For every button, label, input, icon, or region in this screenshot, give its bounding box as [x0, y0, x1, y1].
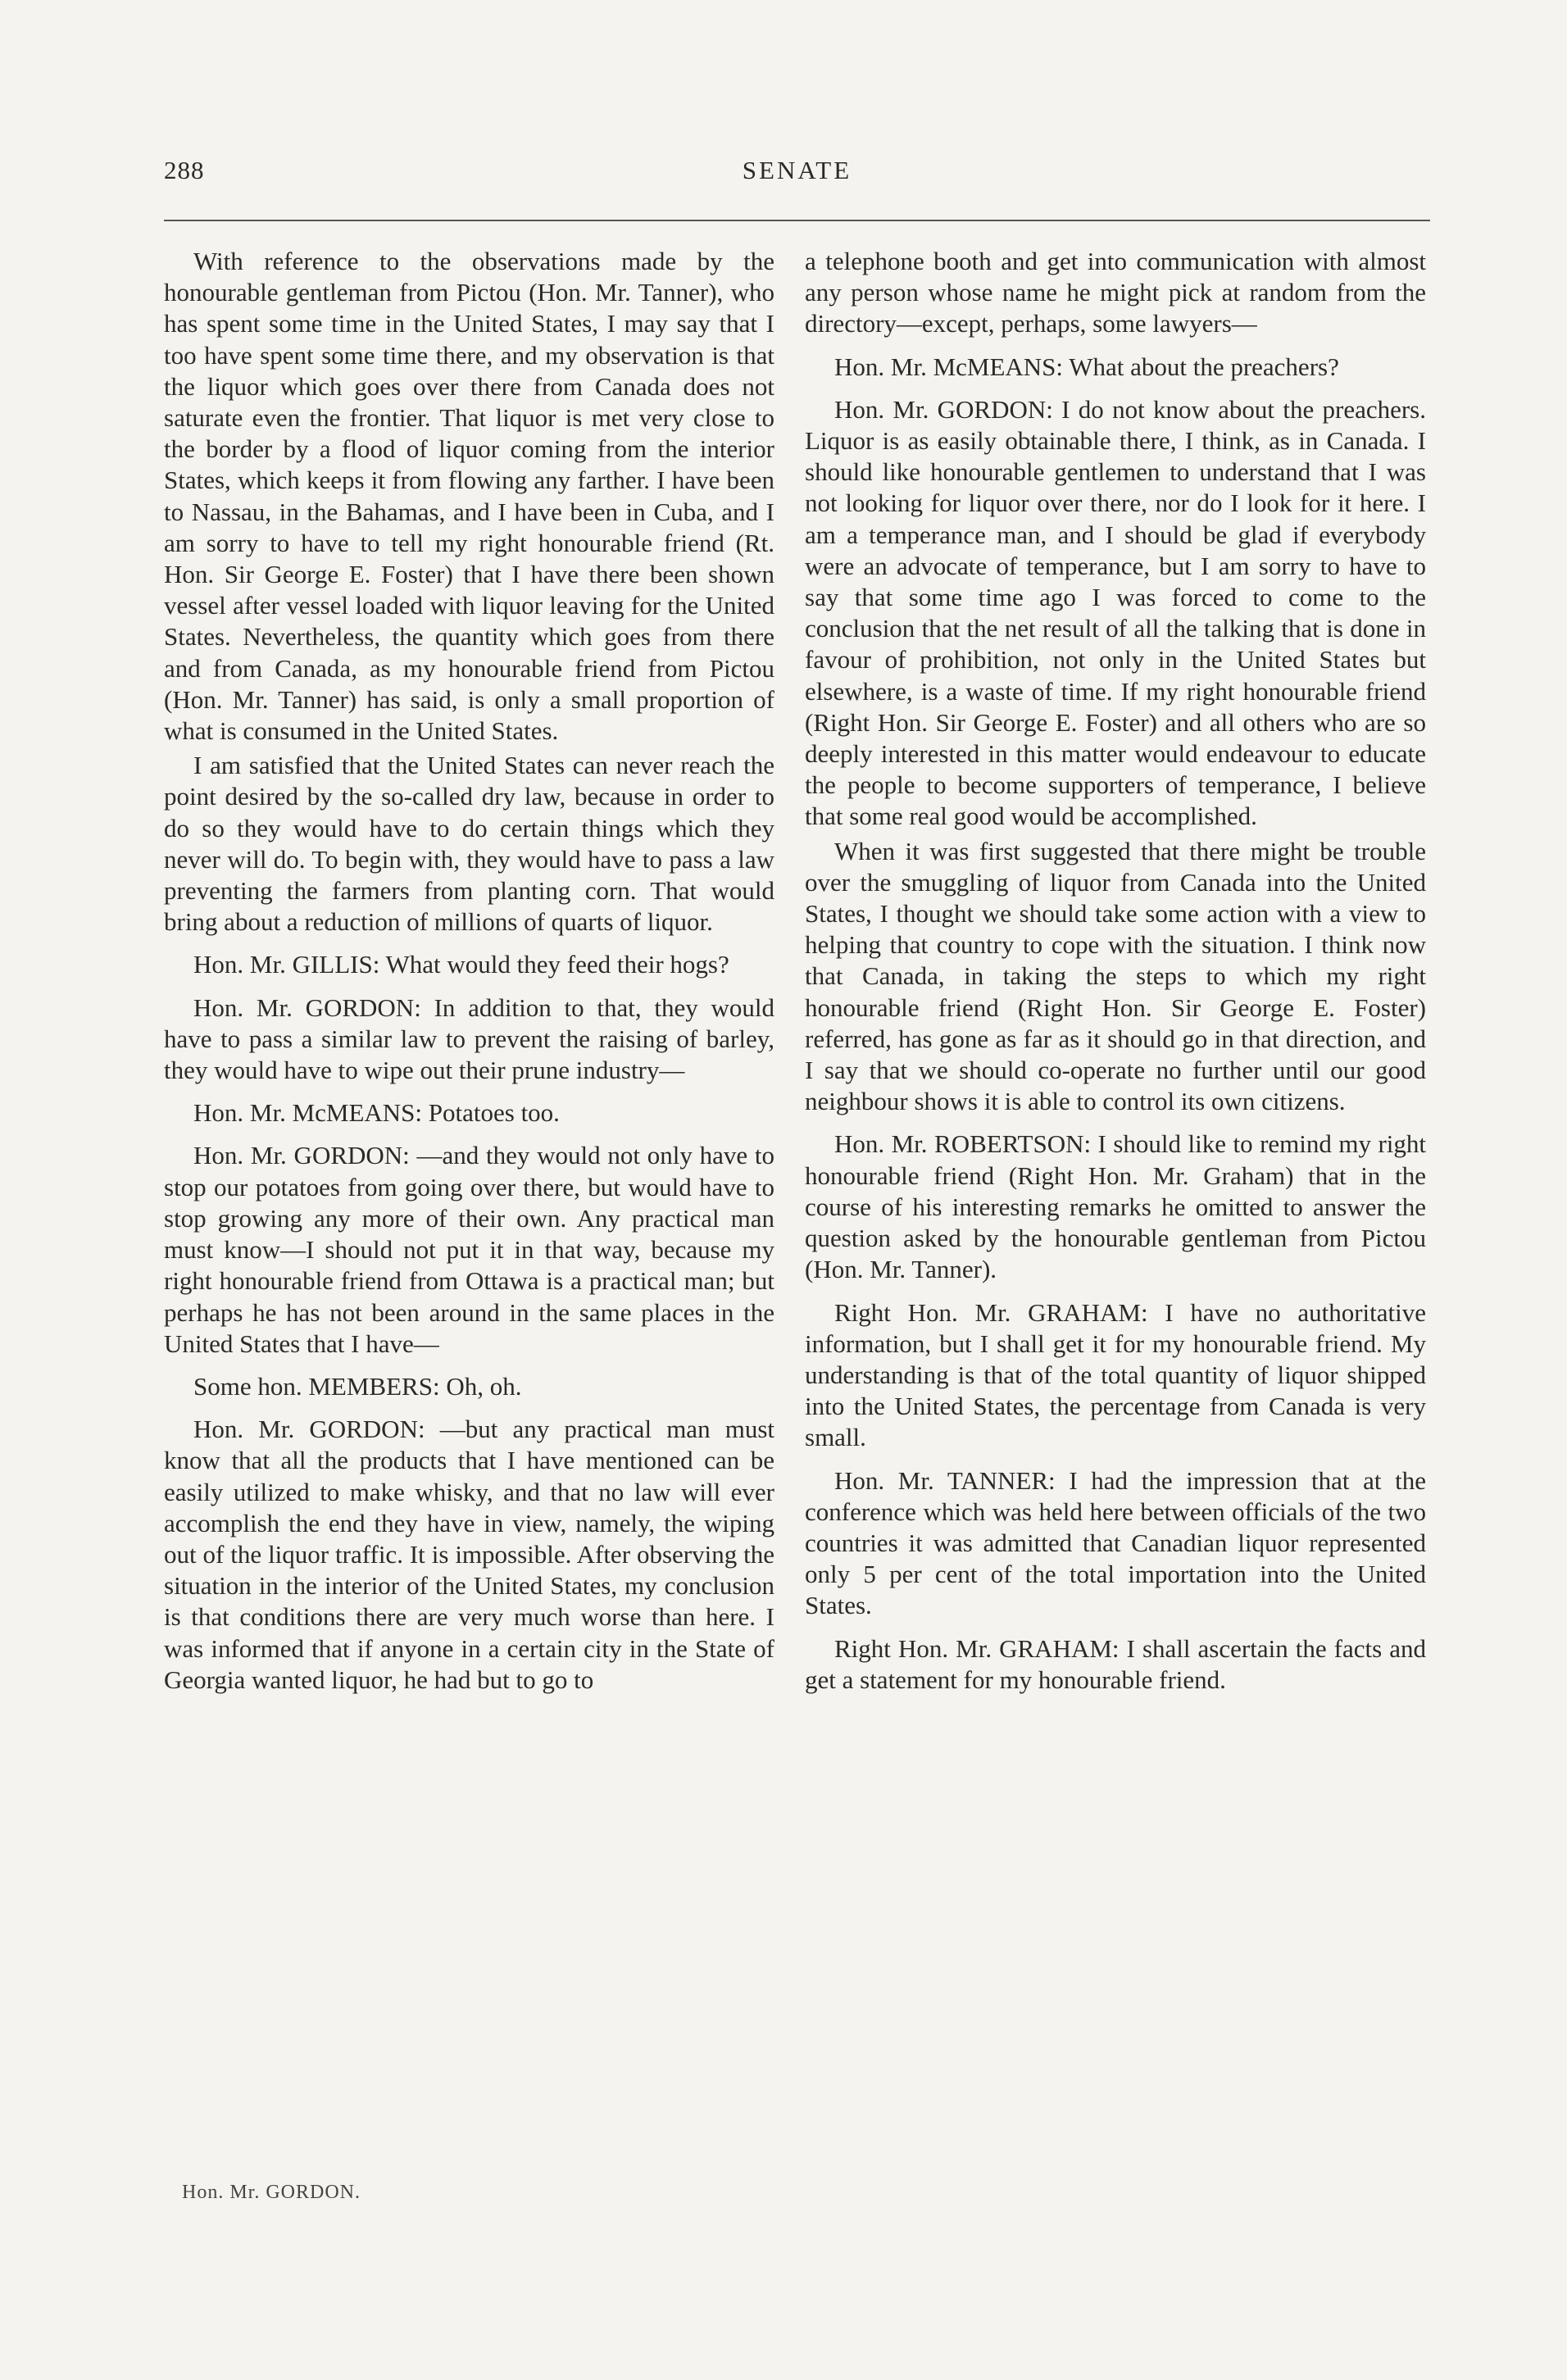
paragraph: Hon. Mr. McMEANS: Potatoes too.: [193, 1098, 560, 1128]
paragraph: Hon. Mr. GORDON: —and they would not only have to stop our potatoes from going over there, but would have to stop growing any more of their own. Any practical man must know—I should not put it in that way, because my right honourable friend from Ottawa is a practical man; but perhaps he has not been around in the same places in the United States that I have—: [164, 1141, 774, 1358]
paragraph: Right Hon. Mr. GRAHAM: I have no authoritative information, but I shall get it for my honourable friend. My understanding is that of the total quantity of liquor shipped into the United States, the percentage from Canada is very small.: [805, 1297, 1426, 1452]
paragraph: Hon. Mr. GORDON: In addition to that, they would have to pass a similar law to prevent the raising of barley, they would have to wipe out their prune industry—: [164, 992, 774, 1085]
page-number: 288: [164, 156, 205, 184]
paragraph: Hon. Mr. GORDON: —but any practical man must know that all the products that I have mentioned can be easily utilized to make whisky, and that no law will ever accomplish the end they have in view, namely, the wiping out of the liquor traffic. It is impossible. After observing the situation in the interior of the United States, my conclusion is that conditions there are very much worse than here. I was informed that if anyone in a certain city in the State of Georgia wanted liquor, he had but to go to: [164, 1415, 774, 1694]
paragraph: a telephone booth and get into communication with almost any person whose name he might pick at random from the directory—except, perhaps, some lawyers—: [805, 247, 1426, 338]
header-rule: [164, 220, 1430, 221]
paragraph: Some hon. MEMBERS: Oh, oh.: [193, 1371, 522, 1401]
paragraph: Hon. Mr. ROBERTSON: I should like to remind my right honourable friend (Right Hon. Mr. Graham) that in the course of his interesting remarks he omitted to answer the question asked by the honourable gentleman from Pictou (Hon. Mr. Tanner).: [805, 1129, 1426, 1284]
paragraph: When it was first suggested that there might be trouble over the smuggling of liquor from Canada into the United States, I thought we should take some action with a view to helping that country to cope with the situation. I think now that Canada, in taking the steps to which my right honourable friend (Right Hon. Sir George E. Foster) referred, has gone as far as it should go in that direction, and I say that we should co-operate no further until our good neighbour shows it is able to control its own citizens.: [805, 836, 1426, 1116]
paragraph: Hon. Mr. GILLIS: What would they feed their hogs?: [193, 950, 729, 979]
running-title: SENATE: [742, 156, 852, 184]
right-column: [805, 246, 1426, 1707]
left-column: [164, 246, 774, 1707]
paragraph: I am satisfied that the United States can never reach the point desired by the so-called dry law, because in order to do so they would have to do certain things which they never will do. To begin with, they would have to pass a law preventing the farmers from planting corn. That would bring about a reduction of millions of quarts of liquor.: [164, 751, 774, 937]
paragraph: Hon. Mr. TANNER: I had the impression that at the conference which was held here between officials of the two countries it was admitted that Canadian liquor represented only 5 per cent of the total importation into the United States.: [805, 1465, 1426, 1620]
paragraph: Hon. Mr. GORDON: I do not know about the preachers. Liquor is as easily obtainable there, I think, as in Canada. I should like honourable gentlemen to understand that I was not looking for liquor over there, nor do I look for it here. I am a temperance man, and I should be glad if everybody were an advocate of temperance, but I am sorry to have to say that some time ago I was forced to come to the conclusion that the net result of all the talking that is done in favour of prohibition, not only in the United States but elsewhere, is a waste of time. If my right honourable friend (Right Hon. Sir George E. Foster) and all others who are so deeply interested in this matter would endeavour to educate the people to become supporters of temperance, I believe that some real good would be accomplished.: [805, 394, 1426, 831]
paragraph: With reference to the observations made by the honourable gentleman from Pictou (Hon. Mr. Tanner), who has spent some time in the United States, I may say that I too have spent some time there, and my observation is that the liquor which goes over there from Canada does not saturate even the frontier. That liquor is met very close to the border by a flood of liquor coming from the interior States, which keeps it from flowing any farther. I have been to Nassau, in the Bahamas, and I have been in Cuba, and I am sorry to have to tell my right honourable friend (Rt. Hon. Sir George E. Foster) that I have there been shown vessel after vessel loaded with liquor leaving for the United States. Nevertheless, the quantity which goes from there and from Canada, as my honourable friend from Pictou (Hon. Mr. Tanner) has said, is only a small proportion of what is consumed in the United States.: [164, 247, 774, 746]
speaker-footnote: Hon. Mr. GORDON.: [182, 2182, 361, 2203]
paragraph: Hon. Mr. McMEANS: What about the preachers?: [834, 352, 1339, 381]
paragraph: Right Hon. Mr. GRAHAM: I shall ascertain the facts and get a statement for my honourable friend.: [805, 1633, 1426, 1694]
page-header: [164, 156, 1430, 197]
